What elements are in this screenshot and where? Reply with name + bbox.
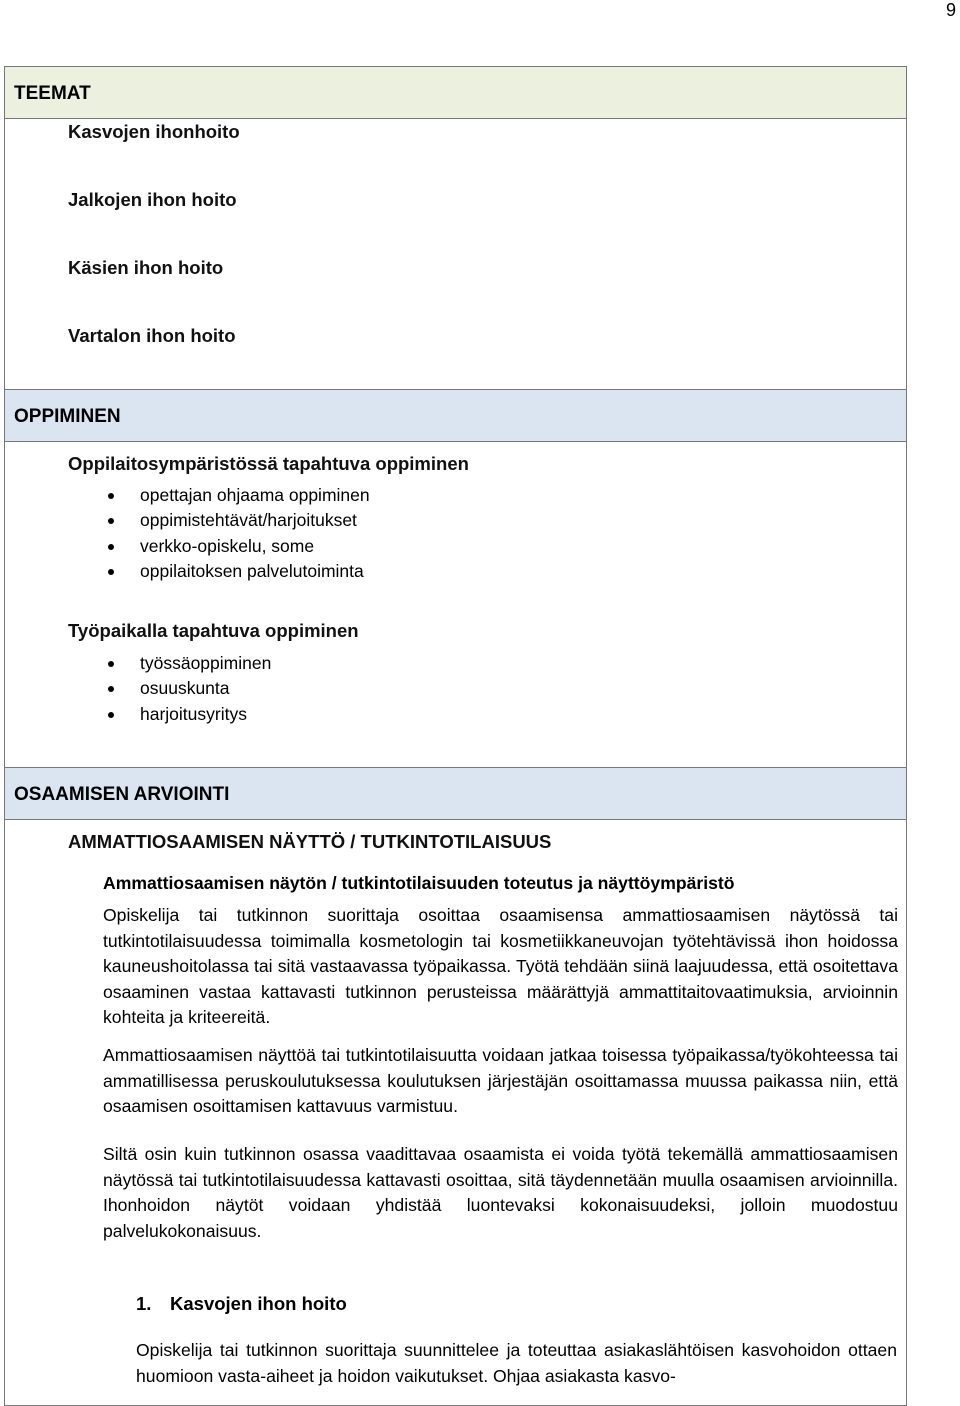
theme-item: Jalkojen ihon hoito xyxy=(68,189,237,210)
section-heading xyxy=(136,1293,347,1315)
paragraph: Ammattiosaamisen näyttöä tai tutkintotilaisuutta voidaan jatkaa toisessa työpaikassa/työkohteessa tai ammatillisessa peruskoulutuksessa koulutuksen järjestäjän osoittamassa muussa paikassa niin, että osaamisen osoittamisen kattavuus varmistuu. xyxy=(103,1045,898,1117)
section-paragraph: Opiskelija tai tutkinnon suorittaja suunnittelee ja toteuttaa asiakaslähtöisen kasvohoidon ottaen huomioon vasta-aiheet ja hoidon vaikutukset. Ohjaa asiakasta kasvo- xyxy=(136,1340,897,1386)
paragraph: Siltä osin kuin tutkinnon osassa vaadittavaa osaamista ei voida työtä tekemällä ammattiosaamisen näytössä tai tutkintotilaisuudessa kattavasti osoittaa, sitä täydennetään muulla osaamisen arvioinnilla. Ihonhoidon näytöt voidaan yhdistää luontevaksi kokonaisuudeksi, jolloin muodostuu palvelukokonaisuus. xyxy=(103,1144,898,1241)
theme-item: Käsien ihon hoito xyxy=(68,257,224,278)
list-item: osuuskunta xyxy=(105,676,271,701)
section-title: Kasvojen ihon hoito xyxy=(170,1293,347,1314)
list-item: harjoitusyritys xyxy=(105,702,271,727)
list-item: verkko-opiskelu, some xyxy=(105,534,370,559)
theme-item: Vartalon ihon hoito xyxy=(68,325,236,346)
oppiminen-heading: OPPIMINEN xyxy=(14,406,121,427)
learning-group-title: Työpaikalla tapahtuva oppiminen xyxy=(68,620,359,641)
toteutus-subheading: Ammattiosaamisen näytön / tutkintotilaisuuden toteutus ja näyttöympäristö xyxy=(103,873,735,893)
learning-list-oppilaitos xyxy=(105,483,370,584)
arviointi-heading: OSAAMISEN ARVIOINTI xyxy=(14,784,230,805)
theme-item: Kasvojen ihonhoito xyxy=(68,121,240,142)
learning-group-title: Oppilaitosympäristössä tapahtuva oppiminen xyxy=(68,453,469,474)
document-table xyxy=(4,66,907,1406)
list-item: oppimistehtävät/harjoitukset xyxy=(105,508,370,533)
teemat-heading: TEEMAT xyxy=(14,83,91,104)
list-item: oppilaitoksen palvelutoiminta xyxy=(105,559,370,584)
section-number: 1. xyxy=(136,1293,152,1314)
list-item: työssäoppiminen xyxy=(105,651,271,676)
learning-list-tyopaikka xyxy=(105,651,271,727)
teemat-header-band xyxy=(5,67,906,119)
arviointi-header-band xyxy=(5,767,906,820)
naytto-subheading: AMMATTIOSAAMISEN NÄYTTÖ / TUTKINTOTILAISUUS xyxy=(68,831,552,852)
list-item: opettajan ohjaama oppiminen xyxy=(105,483,370,508)
oppiminen-header-band xyxy=(5,389,906,442)
paragraph: Opiskelija tai tutkinnon suorittaja osoittaa osaamisensa ammattiosaamisen näytössä tai tutkintotilaisuudessa toimimalla kosmetologin tai kosmetiikkaneuvojan työtehtävissä ihon hoidossa kauneushoitolassa tai sitä vastaavassa työpaikassa. Työtä tehdään siinä laajuudessa, että osoitettava osaaminen vastaa kattavasti tutkinnon perusteissa määrättyjä ammattitaitovaatimuksia, arvioinnin kohteita ja kriteereitä. xyxy=(103,905,898,1028)
page-number: 9 xyxy=(946,0,957,20)
